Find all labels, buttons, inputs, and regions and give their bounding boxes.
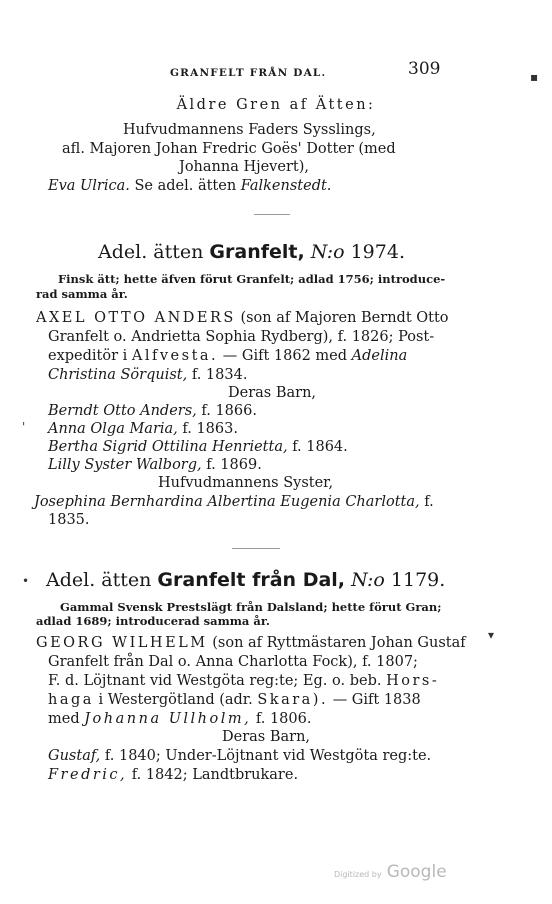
child-name: Bertha Sigrid Ottilina Henrietta, [48,439,288,455]
sister-born-label: f. [424,494,434,510]
sister-entry-line2: 1835. [48,512,90,528]
place-name: haga [48,692,94,708]
family-name: Granfelt från Dal, [157,569,346,591]
child-birth: f. 1864. [292,439,348,455]
head-of-family-name: GEORG WILHELM [36,635,208,651]
family-intro-line1: Finsk ätt; hette äfven förut Granfelt; adlad 1756; introduce- [58,272,446,286]
occupation-text: F. d. Löjtnant vid Westgöta reg:te; Eg. o. beb. [48,673,382,689]
child-entry [48,766,298,784]
children-heading: Deras Barn, [222,729,311,745]
family-intro-line2: adlad 1689; introducerad samma år. [36,614,270,628]
number-label: N:o [310,241,345,263]
region-text: i Westergötland (adr. [98,692,253,708]
child-name: Fredric, [48,767,128,783]
relation-line: Hufvudmannens Faders Sysslings, [123,122,376,138]
child-birth: f. 1863. [182,421,238,437]
spouse-birth: f. 1806. [255,711,312,727]
head-entry-line2: Granfelt o. Andrietta Sophia Rydberg), f. 1826; Post- [48,329,435,345]
address-place: Skara). [257,692,329,708]
section-divider [254,214,290,215]
head-of-family-name: AXEL OTTO ANDERS [36,310,236,326]
family-title-granfelt-fran-dal [46,568,445,592]
child-entry [48,747,431,765]
spouse-name: Johanna Ullholm, [84,711,252,727]
margin-mark: • [22,574,30,588]
child-entry [48,456,262,474]
family-number: 1974. [350,241,405,263]
digitized-watermark [334,862,447,882]
page-number: 309 [408,59,441,79]
child-name: Gustaf, [48,748,101,764]
sister-name: Josephina Bernhardina Albertina Eugenia Charlotta, [34,494,420,510]
spouse-surname: Christina Sörquist, [48,367,188,383]
margin-mark: ▪ [530,70,539,84]
parentage-text: (son af Ryttmästaren Johan Gustaf [212,635,466,651]
title-prefix: Adel. ätten [98,241,204,263]
occupation-text: expeditör i [48,348,128,364]
head-entry-line1 [36,309,449,327]
mother-line: Johanna Hjevert), [179,159,309,175]
marriage-prefix: med [48,711,80,727]
sister-heading: Hufvudmannens Syster, [158,475,334,491]
head-entry-line3 [48,672,439,690]
number-label: N:o [351,569,385,591]
title-prefix: Adel. ätten [46,569,152,591]
child-entry [48,402,257,420]
google-logo-text: Google [386,862,447,882]
parentage-text: (son af Majoren Berndt Otto [240,310,449,326]
head-entry-line5 [48,710,311,728]
child-entry [48,438,348,456]
head-entry-line1 [36,634,466,652]
child-birth: f. 1869. [206,457,262,473]
child-details: f. 1840; Under-Löjtnant vid Westgöta reg:te. [104,748,432,764]
branch-heading: Äldre Gren af Ätten: [176,97,376,113]
family-intro-line2: rad samma år. [36,287,128,301]
children-heading: Deras Barn, [228,385,317,401]
head-entry-line4 [48,366,247,384]
marriage-text: — Gift 1862 med [222,348,348,364]
child-entry [48,420,238,438]
head-entry-line4 [48,691,421,709]
child-name: Anna Olga Maria, [48,421,178,437]
spouse-name: Adelina [351,348,408,364]
running-title: GRANFELT FRÅN DAL. [170,67,327,79]
child-details: f. 1842; Landtbrukare. [131,767,299,783]
sister-entry-line1 [34,493,434,511]
family-name: Granfelt, [209,241,305,263]
head-entry-line3 [48,347,407,365]
child-birth: f. 1866. [201,403,257,419]
parent-line: afl. Majoren Johan Fredric Goës' Dotter (med [62,141,396,157]
family-title-granfelt [98,240,405,264]
family-intro-line1: Gammal Svensk Prestslägt från Dalsland; hette förut Gran; [60,600,442,614]
child-name: Lilly Syster Walborg, [48,457,202,473]
watermark-prefix: Digitized by [334,870,382,879]
margin-mark: ' [22,420,26,434]
spouse-birth: f. 1834. [191,367,248,383]
person-entry-eva [48,177,331,195]
marriage-text: — Gift 1838 [332,692,421,708]
margin-mark: ▾ [488,628,495,642]
person-name: Eva Ulrica. [48,178,130,194]
place-name: Alfvesta. [131,348,219,364]
child-name: Berndt Otto Anders, [48,403,197,419]
family-number: 1179. [390,569,446,591]
cross-reference-text: Se adel. ätten [134,178,237,194]
place-name: Hors- [386,673,440,689]
section-divider [232,548,280,549]
head-entry-line2: Granfelt från Dal o. Anna Charlotta Fock), f. 1807; [48,654,418,670]
cross-reference-family: Falkenstedt. [240,178,332,194]
